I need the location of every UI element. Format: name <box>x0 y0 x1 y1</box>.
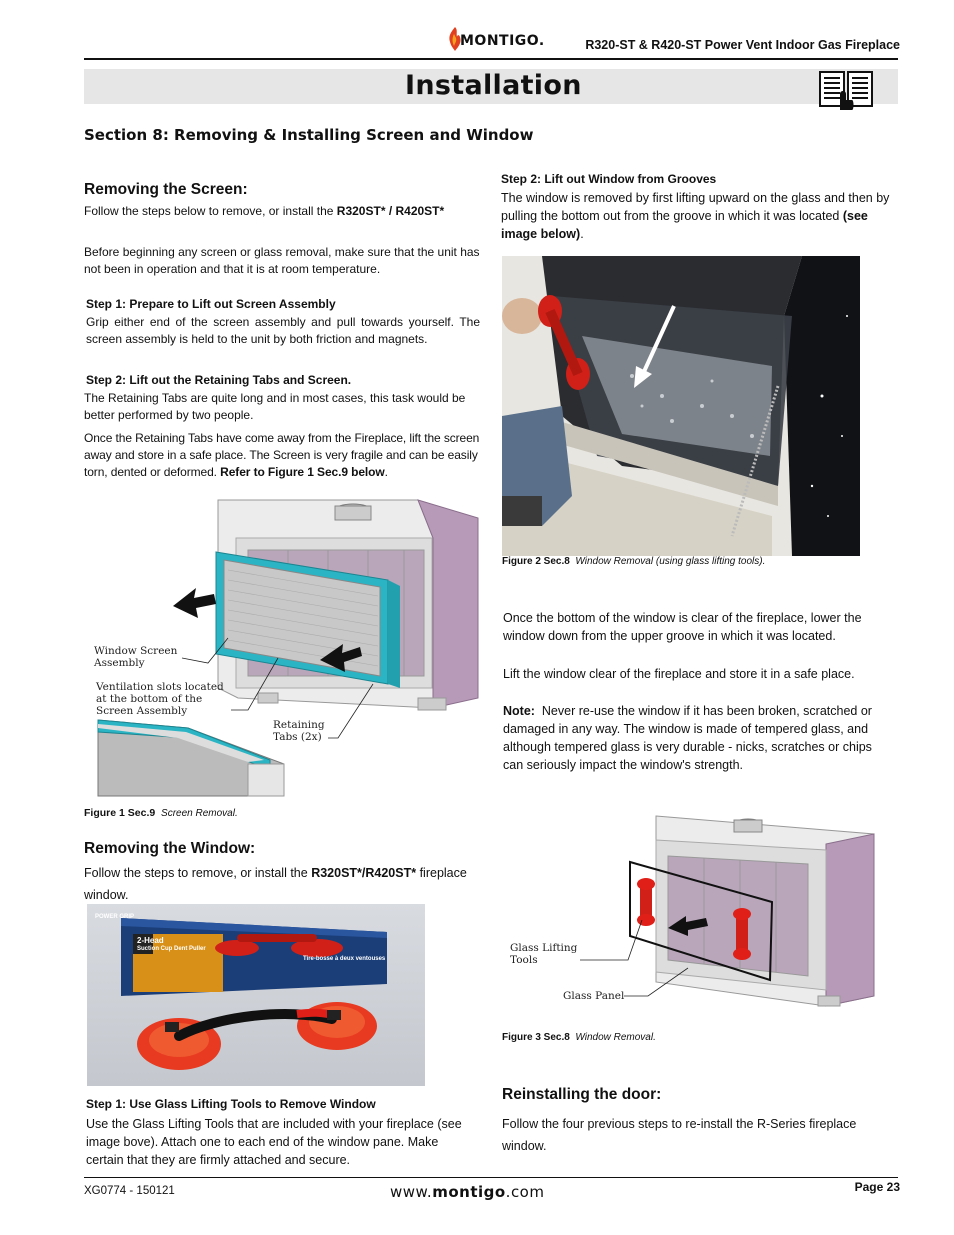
removing-screen-heading: Removing the Screen: <box>84 181 248 198</box>
reinstalling-door-heading: Reinstalling the door: <box>502 1086 662 1103</box>
open-book-hand-icon <box>818 66 874 112</box>
para-lower-window: Once the bottom of the window is clear of the fireplace, lower the window down from the upper groove in which it was located. <box>503 611 862 643</box>
label-window-screen-assembly: Window Screen Assembly <box>94 645 178 669</box>
footer-website: www.montigo.com <box>390 1183 545 1201</box>
figure1-caption: Figure 1 Sec.9 Screen Removal. <box>84 807 238 819</box>
step2-screen-text2: Once the Retaining Tabs have come away from the Fireplace, lift the screen away and store in a safe place. The Screen is very fragile and can be easily torn, dented or deformed. Refer to Figure 1 Sec.9 below. <box>84 431 480 479</box>
glass-lifting-tools-photo <box>87 904 425 1086</box>
box-french-text: Tire-bosse à deux ventouses <box>303 956 386 962</box>
logo-wordmark: MONTIGO. <box>460 33 545 49</box>
label-glass-panel: Glass Panel <box>563 990 625 1002</box>
banner-title: Installation <box>405 70 582 101</box>
box-line2-text: Suction Cup Dent Puller <box>137 946 206 952</box>
step2-window-text: The window is removed by first lifting upward on the glass and then by pulling the bottom out from the groove in which it was located (see image below). <box>501 191 890 241</box>
label-glass-lifting-tools: Glass Lifting Tools <box>510 942 578 966</box>
step2-screen-title: Step 2: Lift out the Retaining Tabs and Screen. <box>86 373 352 387</box>
section-title: Section 8: Removing & Installing Screen and Window <box>84 126 534 144</box>
step1-window-text: Use the Glass Lifting Tools that are included with your fireplace (see image bove). Attach one to each end of the window pane. Make certain that they are firmly attached and secure. <box>86 1117 462 1167</box>
temperature-warning: Before beginning any screen or glass removal, make sure that the unit has not been in operation and that it is at room temperature. <box>84 245 480 276</box>
figure2-caption: Figure 2 Sec.8 Window Removal (using glass lifting tools). <box>502 556 766 567</box>
note-paragraph: Note: Never re-use the window if it has been broken, scratched or damaged in any way. The window is made of tempered glass, and although tempered glass is very durable - nicks, scratches or chips can seriously impact the window's strength. <box>503 704 872 772</box>
step2-window-title: Step 2: Lift out Window from Grooves <box>501 172 717 186</box>
box-line1-text: 2-Head <box>137 936 164 945</box>
step1-screen-text: Grip either end of the screen assembly and pull towards yourself. The screen assembly is held to the unit by both friction and magnets. <box>86 315 480 346</box>
header-rule <box>84 58 898 60</box>
removing-window-intro: Follow the steps to remove, or install the R320ST*/R420ST* fireplace window. <box>84 866 467 902</box>
removing-screen-intro: Follow the steps below to remove, or install the R320ST* / R420ST* <box>84 204 445 218</box>
box-brand-text: POWER GRIP <box>95 914 135 920</box>
footer-page-number: Page 23 <box>854 1180 900 1194</box>
footer-rule <box>84 1177 898 1178</box>
step1-screen-title: Step 1: Prepare to Lift out Screen Assembly <box>86 297 336 311</box>
reinstalling-door-text: Follow the four previous steps to re-install the R-Series fireplace window. <box>502 1117 857 1153</box>
document-title: R320-ST & R420-ST Power Vent Indoor Gas Fireplace <box>585 38 900 52</box>
window-removal-photo <box>502 256 860 556</box>
para-lift-window: Lift the window clear of the fireplace and store it in a safe place. <box>503 667 855 681</box>
footer-doc-code: XG0774 - 150121 <box>84 1185 175 1197</box>
label-ventilation-slots: Ventilation slots located at the bottom of the Screen Assembly <box>96 681 224 717</box>
montigo-logo <box>444 24 544 58</box>
step1-window-title: Step 1: Use Glass Lifting Tools to Remove Window <box>86 1097 376 1111</box>
figure3-caption: Figure 3 Sec.8 Window Removal. <box>502 1032 656 1043</box>
figure1-screen-removal-illustration <box>88 488 484 800</box>
step2-screen-text1: The Retaining Tabs are quite long and in most cases, this task would be better performed by two people. <box>84 391 466 422</box>
label-retaining-tabs: Retaining Tabs (2x) <box>273 719 325 743</box>
removing-window-heading: Removing the Window: <box>84 840 256 857</box>
window-removal-photo-illustration <box>502 256 860 556</box>
suction-cup-tool-illustration <box>87 904 425 1086</box>
